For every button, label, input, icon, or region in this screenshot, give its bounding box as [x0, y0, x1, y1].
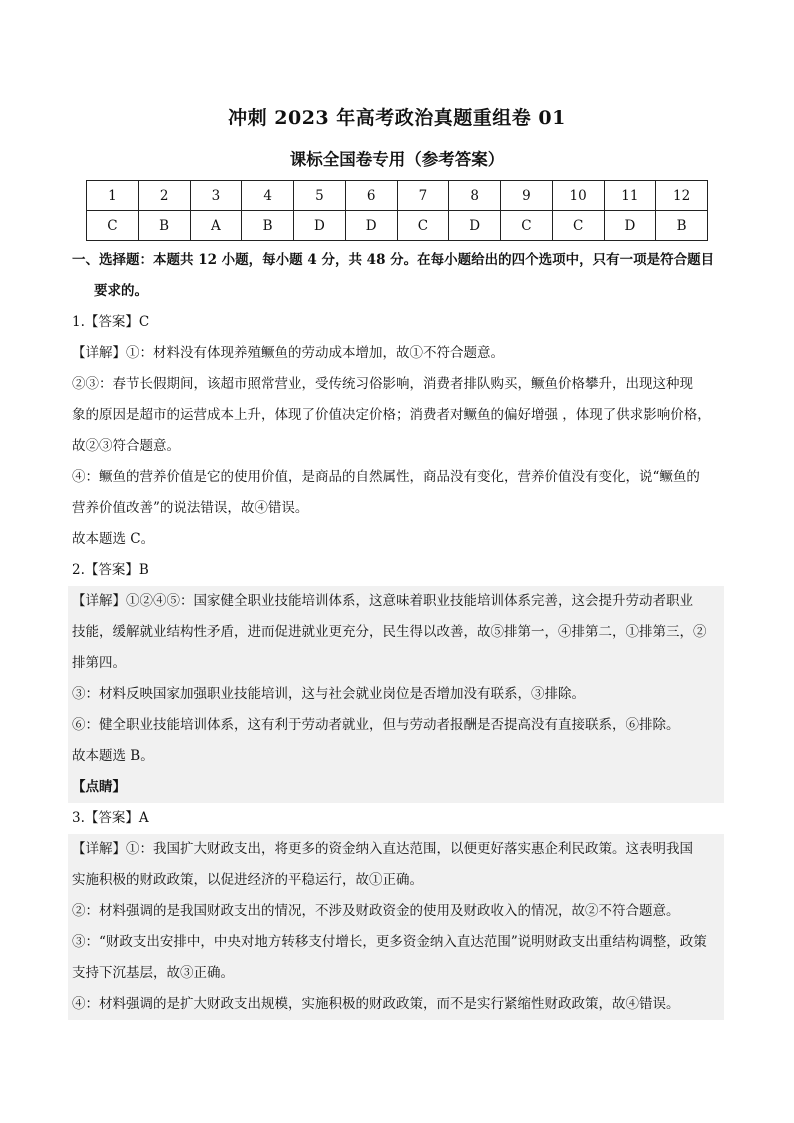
q3-explanation-line: ②：材料强调的是我国财政支出的情况，不涉及财政资金的使用及财政收入的情况，故②不符合题意。: [68, 896, 724, 927]
q3-explanation-line: 【详解】①：我国扩大财政支出，将更多的资金纳入直达范围，以便更好落实惠企利民政策。这表明我国: [68, 834, 724, 865]
answer-table-number-row: [87, 181, 708, 211]
q1-explanation-line: ②③：春节长假期间，该超市照常营业，受传统习俗影响，消费者排队购买，鳜鱼价格攀升，出现这种现: [72, 376, 693, 392]
answer-cell: D: [345, 211, 397, 241]
q1-explanation-line: ④：鳜鱼的营养价值是它的使用价值，是商品的自然属性，商品没有变化，营养价值没有变化，说“鳜鱼的: [72, 469, 700, 485]
page-subtitle: 课标全国卷专用（参考答案）: [289, 150, 505, 169]
q2-conclusion: 故本题选 B。: [68, 741, 724, 772]
answer-table: [86, 180, 708, 241]
section-heading-continued: 要求的。: [94, 283, 148, 299]
question-number-cell: 12: [656, 181, 708, 211]
q1-explanation-line: 象的原因是超市的运营成本上升，体现了价值决定价格；消费者对鳜鱼的偏好增强 ，体现了供求影响价格，: [72, 407, 711, 423]
question-number-cell: 4: [242, 181, 294, 211]
q1-explanation-line: 故②③符合题意。: [72, 438, 180, 454]
answer-cell: C: [397, 211, 449, 241]
answer-cell: D: [604, 211, 656, 241]
answer-explanations: [68, 245, 724, 1020]
answer-cell: B: [138, 211, 190, 241]
q2-explanation-line: 【详解】①②④⑤：国家健全职业技能培训体系，这意味着职业技能培训体系完善，这会提升劳动者职业: [68, 586, 724, 617]
question-number-cell: 1: [87, 181, 139, 211]
q2-tip-heading: 【点睛】: [68, 772, 724, 803]
answer-cell: B: [656, 211, 708, 241]
q2-explanation-line: 技能，缓解就业结构性矛盾，进而促进就业更充分，民生得以改善，故⑤排第一，④排第二，①排第三，②: [68, 617, 724, 648]
question-number-cell: 6: [345, 181, 397, 211]
q3-explanation-line: ④：材料强调的是扩大财政支出规模，实施积极的财政政策，而不是实行紧缩性财政政策，故④错误。: [68, 989, 724, 1020]
question-number-cell: 3: [190, 181, 242, 211]
question-number-cell: 9: [501, 181, 553, 211]
q2-explanation-line: 排第四。: [68, 648, 724, 679]
q2-explanation-line: ⑥：健全职业技能培训体系，这有利于劳动者就业，但与劳动者报酬是否提高没有直接联系，⑥排除。: [68, 710, 724, 741]
answer-cell: C: [501, 211, 553, 241]
q1-explanation-line: 【详解】①：材料没有体现养殖鳜鱼的劳动成本增加，故①不符合题意。: [72, 345, 504, 361]
answer-cell: C: [552, 211, 604, 241]
section-heading: 一、选择题：本题共 12 小题，每小题 4 分，共 48 分。在每小题给出的四个选项中，只有一项是符合题目: [72, 252, 715, 268]
answer-cell: A: [190, 211, 242, 241]
page-title: 冲刺 2023 年高考政治真题重组卷 01: [228, 107, 566, 129]
q1-answer: 1.【答案】C: [72, 314, 150, 330]
answer-cell: B: [242, 211, 294, 241]
q3-explanation-line: ③：“财政支出安排中，中央对地方转移支付增长，更多资金纳入直达范围”说明财政支出重结构调整，政策: [68, 927, 724, 958]
answer-cell: C: [87, 211, 139, 241]
q3-explanation-line: 实施积极的财政政策，以促进经济的平稳运行，故①正确。: [68, 865, 724, 896]
q2-answer: 2.【答案】B: [72, 562, 149, 578]
question-number-cell: 5: [294, 181, 346, 211]
question-number-cell: 11: [604, 181, 656, 211]
answer-table-answer-row: [87, 211, 708, 241]
q1-explanation-line: 营养价值改善”的说法错误，故④错误。: [72, 500, 309, 516]
question-number-cell: 8: [449, 181, 501, 211]
q3-explanation-line: 支持下沉基层，故③正确。: [68, 958, 724, 989]
question-number-cell: 7: [397, 181, 449, 211]
answer-cell: D: [449, 211, 501, 241]
q1-conclusion: 故本题选 C。: [72, 531, 155, 547]
q2-explanation-line: ③：材料反映国家加强职业技能培训，这与社会就业岗位是否增加没有联系，③排除。: [68, 679, 724, 710]
answer-cell: D: [294, 211, 346, 241]
question-number-cell: 2: [138, 181, 190, 211]
question-number-cell: 10: [552, 181, 604, 211]
q3-answer: 3.【答案】A: [72, 810, 149, 826]
